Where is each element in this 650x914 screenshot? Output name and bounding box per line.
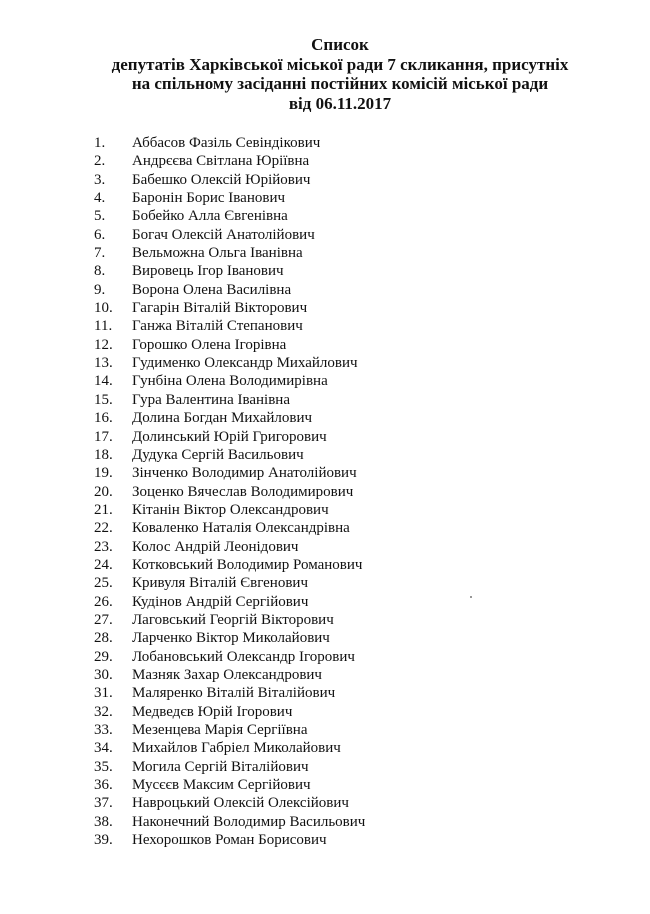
- list-item-number: 14.: [94, 373, 113, 390]
- list-item-number: 39.: [94, 832, 113, 849]
- list-item-name: Гура Валентина Іванівна: [132, 391, 290, 408]
- list-item-name: Аббасов Фазіль Севіндікович: [132, 135, 321, 151]
- list-item-number: 4.: [94, 190, 106, 207]
- list-item-name: Коваленко Наталія Олександрівна: [132, 520, 350, 537]
- list-item-name: Навроцький Олексій Олексійович: [132, 795, 349, 812]
- list-item-number: 28.: [94, 630, 113, 647]
- list-item: [94, 776, 365, 794]
- list-item-name: Лобановський Олександр Ігорович: [132, 648, 355, 665]
- list-item: [94, 226, 365, 244]
- list-item: [94, 739, 365, 757]
- list-item-name: Гудименко Олександр Михайлович: [132, 355, 358, 372]
- list-item: [94, 831, 365, 849]
- list-item: [94, 684, 365, 702]
- list-item: [94, 391, 365, 409]
- list-item-name: Маляренко Віталій Віталійович: [132, 685, 336, 702]
- list-item: [94, 372, 365, 390]
- list-item-number: 3.: [94, 171, 106, 188]
- list-item: [94, 189, 365, 207]
- list-item-name: Вельможна Ольга Іванівна: [132, 245, 303, 262]
- list-item: [94, 317, 365, 335]
- list-item-number: 15.: [94, 391, 113, 408]
- list-item: [94, 611, 365, 629]
- list-item-number: 33.: [94, 722, 113, 738]
- list-item-name: Горошко Олена Ігорівна: [132, 336, 287, 353]
- list-item: [94, 464, 365, 482]
- list-item-number: 11.: [94, 318, 113, 335]
- document-subtitle-line-2: на спільному засіданні постійних комісій міської ради: [131, 74, 549, 93]
- list-item-number: 20.: [94, 483, 113, 500]
- list-item: [94, 207, 365, 225]
- list-item-number: 13.: [94, 355, 113, 372]
- list-item-name: Бабешко Олексій Юрійович: [132, 171, 311, 188]
- list-item-number: 16.: [94, 410, 113, 427]
- list-item: [94, 262, 365, 280]
- list-item-number: 23.: [94, 538, 113, 555]
- list-item: [94, 648, 365, 666]
- list-item-number: 37.: [94, 795, 113, 812]
- list-item-name: Медведєв Юрій Ігорович: [132, 703, 293, 720]
- list-item-name: Долина Богдан Михайлович: [132, 410, 313, 427]
- list-item-number: 35.: [94, 758, 113, 775]
- list-item-name: Котковський Володимир Романович: [132, 556, 363, 573]
- document-subtitle-line-1: депутатів Харківської міської ради 7 скликання, присутніх: [111, 54, 569, 74]
- list-item-number: 34.: [94, 740, 113, 757]
- list-item: [94, 299, 365, 317]
- list-item-name: Ларченко Віктор Миколайович: [132, 630, 330, 647]
- list-item: [94, 134, 365, 152]
- list-item-number: 2.: [94, 153, 106, 170]
- list-item-name: Кудінов Андрій Сергійович: [132, 593, 309, 610]
- list-item: [94, 721, 365, 739]
- list-item: [94, 794, 365, 812]
- list-item: [94, 703, 365, 721]
- list-item-name: Колос Андрій Леонідович: [132, 538, 299, 555]
- list-item-name: Баронін Борис Іванович: [132, 190, 286, 207]
- list-item-number: 36.: [94, 777, 113, 794]
- list-item: [94, 501, 365, 519]
- list-item: [94, 574, 365, 592]
- list-item-name: Ганжа Віталій Степанович: [132, 318, 303, 335]
- list-item-name: Лаговський Георгій Вікторович: [132, 611, 334, 628]
- list-item-name: Мусєєв Максим Сергійович: [132, 777, 311, 794]
- list-item-number: 19.: [94, 465, 113, 482]
- list-item: [94, 354, 365, 372]
- list-item-number: 24.: [94, 556, 113, 573]
- list-item-name: Нехорошков Роман Борисович: [132, 832, 327, 849]
- list-item-number: 5.: [94, 208, 106, 225]
- list-item-number: 25.: [94, 575, 113, 592]
- list-item-name: Кривуля Віталій Євгенович: [132, 575, 308, 592]
- list-item: [94, 409, 365, 427]
- list-item-number: 32.: [94, 703, 113, 720]
- list-item-number: 26.: [94, 593, 113, 610]
- list-item-name: Могила Сергій Віталійович: [132, 758, 309, 775]
- list-item-number: 17.: [94, 428, 113, 445]
- deputies-list: [94, 134, 365, 849]
- list-item-number: 1.: [94, 135, 106, 151]
- list-item-name: Дудука Сергій Васильович: [132, 446, 304, 463]
- list-item: [94, 593, 365, 611]
- list-item-name: Вировець Ігор Іванович: [132, 263, 284, 280]
- list-item: [94, 171, 365, 189]
- list-item: [94, 446, 365, 464]
- list-item: [94, 538, 365, 556]
- list-item-name: Богач Олексій Анатолійович: [132, 226, 315, 243]
- list-item-number: 18.: [94, 446, 113, 463]
- list-item-name: Мазняк Захар Олександрович: [132, 666, 322, 683]
- list-item-name: Гунбіна Олена Володимирівна: [132, 373, 328, 390]
- list-item-name: Мезенцева Марія Сергіївна: [132, 722, 308, 738]
- list-item-number: 10.: [94, 300, 113, 317]
- list-item: [94, 556, 365, 574]
- list-item-number: 31.: [94, 685, 113, 702]
- list-item: [94, 758, 365, 776]
- list-item-name: Андрєєва Світлана Юріївна: [132, 153, 310, 170]
- list-item: [94, 281, 365, 299]
- list-item-name: Бобейко Алла Євгенівна: [132, 208, 288, 225]
- list-item: [94, 629, 365, 647]
- list-item-number: 27.: [94, 611, 113, 628]
- list-item-name: Зоценко Вячеслав Володимирович: [132, 483, 354, 500]
- list-item-name: Наконечний Володимир Васильович: [132, 813, 366, 830]
- list-item-number: 21.: [94, 501, 113, 518]
- list-item: [94, 428, 365, 446]
- scan-speck: [470, 596, 472, 598]
- list-item: [94, 336, 365, 354]
- list-item-name: Долинський Юрій Григорович: [132, 428, 327, 445]
- list-item-name: Ворона Олена Василівна: [132, 281, 292, 298]
- list-item-number: 9.: [94, 281, 106, 298]
- list-item-name: Михайлов Габріел Миколайович: [132, 740, 341, 757]
- list-item-name: Гагарін Віталій Вікторович: [132, 300, 308, 317]
- document-date: від 06.11.2017: [288, 93, 392, 113]
- document-header: [0, 35, 650, 113]
- list-item: [94, 666, 365, 684]
- list-item-number: 7.: [94, 245, 106, 262]
- list-item: [94, 813, 365, 831]
- list-item-name: Зінченко Володимир Анатолійович: [132, 465, 357, 482]
- list-item-number: 29.: [94, 648, 113, 665]
- list-item-number: 30.: [94, 666, 113, 683]
- list-item-number: 38.: [94, 813, 113, 830]
- list-item-name: Кітанін Віктор Олександрович: [132, 501, 329, 518]
- list-item: [94, 519, 365, 537]
- list-item: [94, 483, 365, 501]
- list-item-number: 22.: [94, 520, 113, 537]
- list-item: [94, 244, 365, 262]
- list-item-number: 12.: [94, 336, 113, 353]
- document-title: Список: [311, 35, 369, 54]
- list-item-number: 8.: [94, 263, 106, 280]
- list-item: [94, 152, 365, 170]
- list-item-number: 6.: [94, 226, 106, 243]
